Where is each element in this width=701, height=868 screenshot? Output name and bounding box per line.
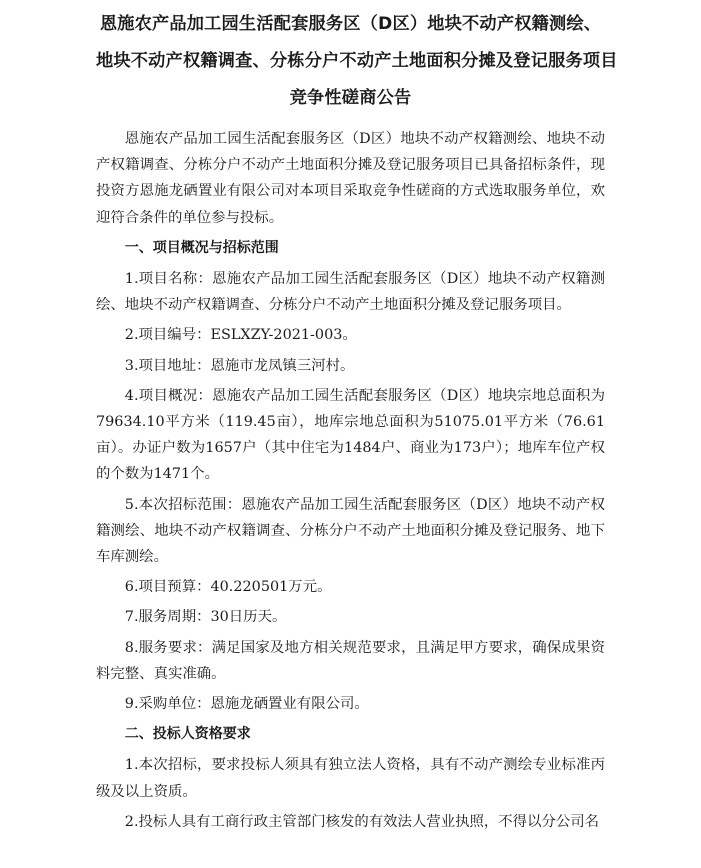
section-1-item-5: 5.本次招标范围：恩施农产品加工园生活配套服务区（D区）地块不动产权籍测绘、地块不动产权籍调查、分栋分户不动产土地面积分摊及登记服务、地下车库测绘。 [96,496,605,566]
title-line-2: 地块不动产权籍调查、分栋分户不动产土地面积分摊及登记服务项目 [96,51,618,71]
section-1-item-6: 6.项目预算：40.220501万元。 [124,579,332,596]
document-title [96,0,618,117]
section-2-item-1: 1.本次招标，要求投标人须具有独立法人资格，具有不动产测绘专业标准丙级及以上资质。 [96,757,605,800]
section-1-item-8: 8.服务要求：满足国家及地方相关规范要求，且满足甲方要求，确保成果资料完整、真实准确。 [96,639,605,682]
intro-paragraph: 恩施农产品加工园生活配套服务区（D区）地块不动产权籍测绘、地块不动产权籍调查、分栋分户不动产土地面积分摊及登记服务项目已具备招标条件，现投资方恩施龙硒置业有限公司对本项目采取竞争性磋商的方式选取服务单位，欢迎符合条件的单位参与投标。 [96,131,605,226]
title-line-1: 恩施农产品加工园生活配套服务区（D区）地块不动产权籍测绘、 [99,14,602,34]
section-1-item-3: 3.项目地址：恩施市龙凤镇三河村。 [124,357,355,374]
section-2-heading: 二、投标人资格要求 [124,726,251,743]
document-body [96,126,605,835]
title-line-3: 竞争性磋商公告 [289,88,412,108]
section-1-item-7: 7.服务周期：30日历天。 [124,609,287,626]
section-1-item-1: 1.项目名称：恩施农产品加工园生活配套服务区（D区）地块不动产权籍测绘、地块不动产权籍调查、分栋分户不动产土地面积分摊及登记服务项目。 [96,271,605,314]
section-2-item-2: 2.投标人具有工商行政主管部门核发的有效法人营业执照，不得以分公司名 [124,813,600,830]
section-1-item-4: 4.项目概况：恩施农产品加工园生活配套服务区（D区）地块宗地总面积为79634.10平方米（119.45亩），地库宗地总面积为51075.01平方米（76.61亩）。办证户数为1657户（其中住宅为1484户、商业为173户）；地库车位产权的个数为1471个。 [96,387,605,483]
section-1-item-9: 9.采购单位：恩施龙硒置业有限公司。 [124,696,369,713]
section-1-item-2: 2.项目编号：ESLXZY-2021-003。 [124,327,357,344]
section-1-heading: 一、项目概况与招标范围 [124,239,279,256]
